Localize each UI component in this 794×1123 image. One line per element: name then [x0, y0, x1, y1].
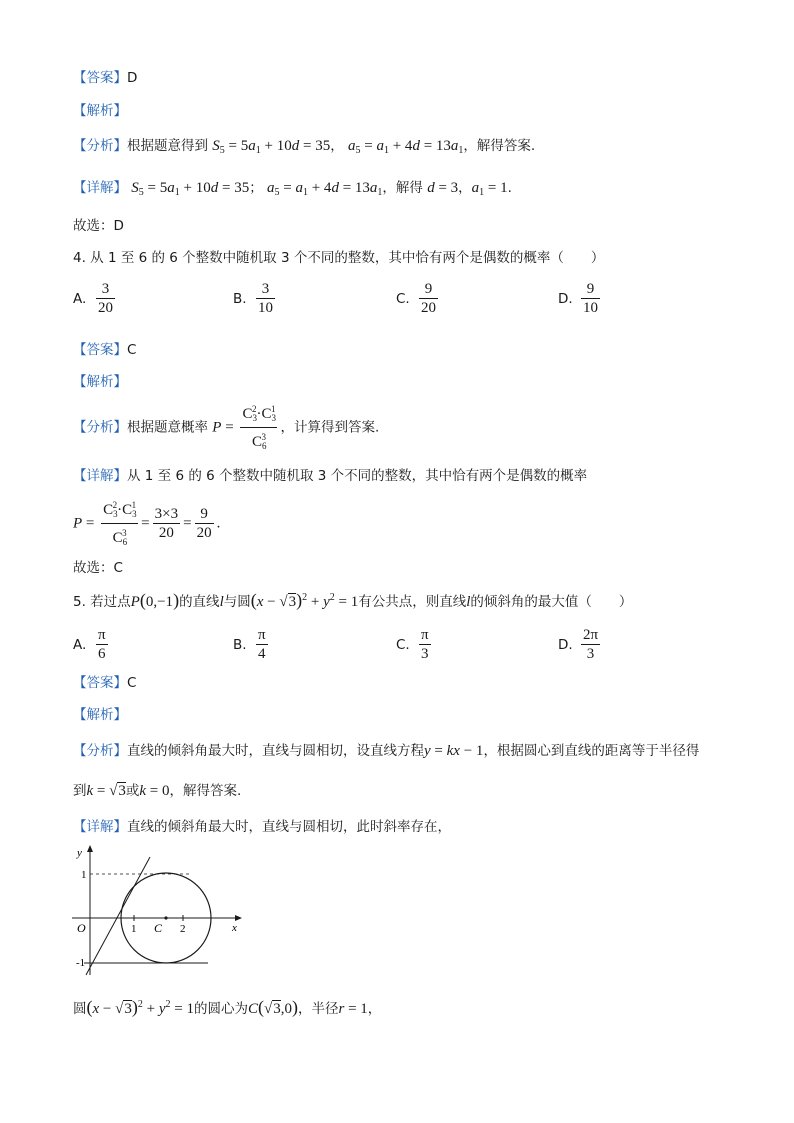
- answer-tag: 【答案】: [73, 70, 127, 86]
- tangent-slanted: [86, 857, 150, 975]
- q4-option-a: A. $\frac{3}{20}$: [73, 281, 113, 316]
- q5-option-b: B. $\frac{\pi}{4}$: [233, 627, 266, 662]
- q3-final: 故选：D: [73, 218, 124, 234]
- q3-answer: D: [127, 70, 138, 86]
- q3-fenxi: 【分析】根据题意得到 $S_5 = 5a_1 + 10d = 35$， $a_5 = a_1 + 4d = 13a_1$，解得答案.: [73, 138, 536, 156]
- q4-answer: C: [127, 342, 137, 358]
- x-axis-label: x: [232, 922, 237, 934]
- q5-question: 5. 若过点P(0,−1)的直线l与圆$(x - √3)^2 + y^2 = 1$有公共点，则直线l的倾斜角的最大值（ ）: [73, 590, 633, 610]
- q5-xiangjie-last: 圆$(x - √3)^2 + y^2 = 1$的圆心为C(√3,0)，半径r = 1，: [73, 997, 382, 1017]
- x-axis-arrow-icon: [235, 915, 242, 921]
- q4-option-c: C. $\frac{9}{20}$: [396, 281, 436, 316]
- q5-xiangjie: 【详解】直线的倾斜角最大时，直线与圆相切，此时斜率存在，: [73, 819, 451, 835]
- q3-xiangjie: 【详解】 $S_5 = 5a_1 + 10d = 35$； $a_5 = a_1 + 4d = 13a_1$，解得 d = 3，$a_1 = 1$.: [73, 180, 512, 198]
- q5-answer: C: [127, 675, 137, 691]
- q5-fenxi-line2: 到k = √3或k = 0，解得答案.: [73, 783, 242, 799]
- q5-option-a: A. $\frac{\pi}{6}$: [73, 627, 106, 662]
- q4-analysis-tag: 【解析】: [73, 374, 127, 390]
- tick-ym1-label: -1: [76, 957, 86, 969]
- origin-label: O: [77, 921, 86, 935]
- q4-xiangjie: 【详解】从 1 至 6 的 6 个整数中随机取 3 个不同的整数，其中恰有两个是偶数的概率: [73, 468, 588, 484]
- q5-option-d: D. $\frac{2\pi}{3}$: [558, 627, 599, 662]
- tick-x2-label: 2: [180, 923, 186, 935]
- q4-xiangjie-formula: P = $\frac{C_3^2\cdot C_3^1}{C_6^3}$ = $\frac{3\times 3}{20}$ = $\frac{9}{20}$ .: [73, 496, 220, 551]
- q4-final: 故选：C: [73, 560, 123, 576]
- y-axis-label: y: [77, 847, 82, 859]
- center-point: [164, 916, 167, 919]
- q4-answer-line: 【答案】C: [73, 342, 137, 358]
- circle-tangent-figure: [70, 840, 250, 980]
- tick-x1-label: 1: [131, 923, 137, 935]
- q3-answer-line: [73, 66, 137, 86]
- q4-question: 4. 从 1 至 6 的 6 个整数中随机取 3 个不同的整数，其中恰有两个是偶数的概率（ ）: [73, 250, 605, 266]
- y-axis-arrow-icon: [87, 845, 93, 852]
- q4-option-d: D. $\frac{9}{10}$: [558, 281, 598, 316]
- q5-analysis-tag: 【解析】: [73, 707, 127, 723]
- center-label: C: [154, 921, 163, 935]
- q3-analysis-tag: 【解析】: [73, 103, 127, 119]
- q4-fenxi: 【分析】根据题意概率 P = $\frac{C_3^2\cdot C_3^1}{C_6^3}$ ，计算得到答案.: [73, 400, 379, 455]
- q5-answer-line: 【答案】C: [73, 675, 137, 691]
- q5-option-c: C. $\frac{\pi}{3}$: [396, 627, 429, 662]
- tick-y1-label: 1: [81, 869, 87, 881]
- q5-fenxi-line1: 【分析】直线的倾斜角最大时，直线与圆相切，设直线方程y = kx − 1，根据圆心到直线的距离等于半径得: [73, 743, 700, 759]
- q4-option-b: B. $\frac{3}{10}$: [233, 281, 273, 316]
